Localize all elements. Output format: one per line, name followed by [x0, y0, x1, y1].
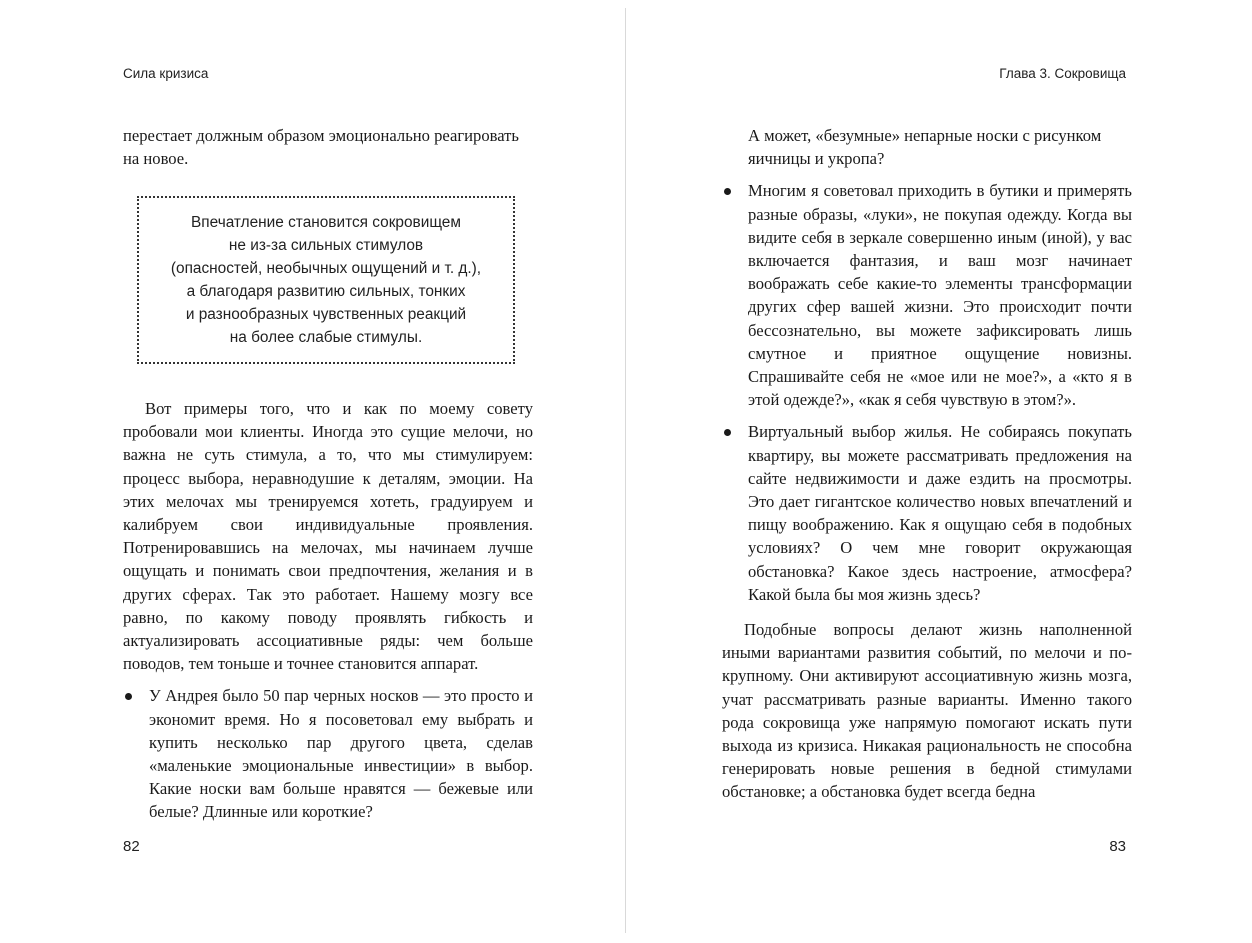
body-paragraph: Вот примеры того, что и как по моему совету пробовали мои клиенты. Иногда это сущие мелочи, но важна не суть стимула, а то, что мы стимулируем: процесс выбора, неравнодушие к деталям, эмоции. На этих мелочах мы тренируемся хотеть, градуируем и калибруем свои индивидуальные проявления. Потренировавшись на мелочах, мы начинаем лучше ощущать и понимать свои предпочтения, желания и в других сферах. Так это работает. Нашему мозгу все равно, по какому поводу проявлять гибкость и актуализировать ассоциативные ряды: чем больше поводов, тем тоньше и точнее становится аппарат. [123, 399, 533, 674]
bullet-item [123, 684, 533, 823]
bullet-continuation [722, 124, 1132, 170]
page-number-left: 82 [123, 838, 140, 855]
bullet-text: Многим я советовал приходить в бутики и примерять разные образы, «луки», не покупая одежду. Когда вы видите себя в зеркале совершенно иным (иной), у вас включается фантазия, и ваш мозг начинает воображать себе какие-то элементы трансформации других сфер вашей жизни. Это происходит почти бессознательно, вы можете зафиксировать лишь смутное и приятное ощущение новизны. Спрашивайте себя не «мое или не мое?», а «кто я в этой одежде?», «как я себя чувствую в этом?». [748, 181, 1132, 410]
callout-box [137, 196, 515, 364]
bullet-item [722, 179, 1132, 411]
bullet-text: А может, «безумные» непарные носки с рисунком яичницы и укропа? [748, 126, 1102, 169]
bullet-icon [724, 429, 731, 436]
left-page [0, 0, 625, 943]
bullet-text: У Андрея было 50 пар черных носков — это просто и экономит время. Но я посоветовал ему выбрать и купить несколько пар другого цвета, сделав «маленькие эмоциональные инвестиции» в выбор. Какие носки вам больше нравятся — бежевые или белые? Длинные или короткие? [149, 686, 533, 822]
left-body-text [123, 397, 533, 824]
running-head-right: Глава 3. Сокровища [999, 66, 1126, 81]
callout-line: Впечатление становится сокровищем [191, 214, 461, 231]
running-head-left: Сила кризиса [123, 66, 209, 81]
right-body-text [722, 124, 1132, 804]
page-number-right: 83 [1109, 838, 1126, 855]
body-paragraph: Подобные вопросы делают жизнь наполненной иными вариантами развития событий, по мелочи и по-крупному. Они активируют ассоциативную жизнь мозга, учат рассматривать разные варианты. Именно такого рода сокровища уже напрямую помогают искать пути выхода из кризиса. Никакая рациональность не способна генерировать новые решения в бедной стимулами обстановке; а обстановка будет всегда бедна [722, 620, 1132, 802]
callout-line: не из-за сильных стимулов [228, 237, 424, 254]
callout-line: а благодаря развитию сильных, тонких [186, 283, 466, 300]
callout-line: (опасностей, необычных ощущений и т. д.), [170, 260, 482, 277]
bullet-item [722, 420, 1132, 606]
bullet-icon [125, 693, 132, 700]
callout-line: на более слабые стимулы. [229, 329, 423, 346]
opening-paragraph: перестает должным образом эмоционально реагировать на новое. [123, 126, 519, 169]
callout-line: и разнообразных чувственных реакций [185, 306, 467, 323]
right-page [626, 0, 1252, 943]
left-opening-text [123, 124, 533, 170]
bullet-text: Виртуальный выбор жилья. Не собираясь покупать квартиру, вы можете рассматривать предложения на сайте недвижимости и даже ездить на просмотры. Это дает гигантское количество новых впечатлений и пищу воображению. Как я ощущаю себя в подобных условиях? О чем мне говорит окружающая обстановка? Какое здесь настроение, атмосфера? Какой была бы моя жизнь здесь? [748, 422, 1132, 604]
bullet-icon [724, 188, 731, 195]
